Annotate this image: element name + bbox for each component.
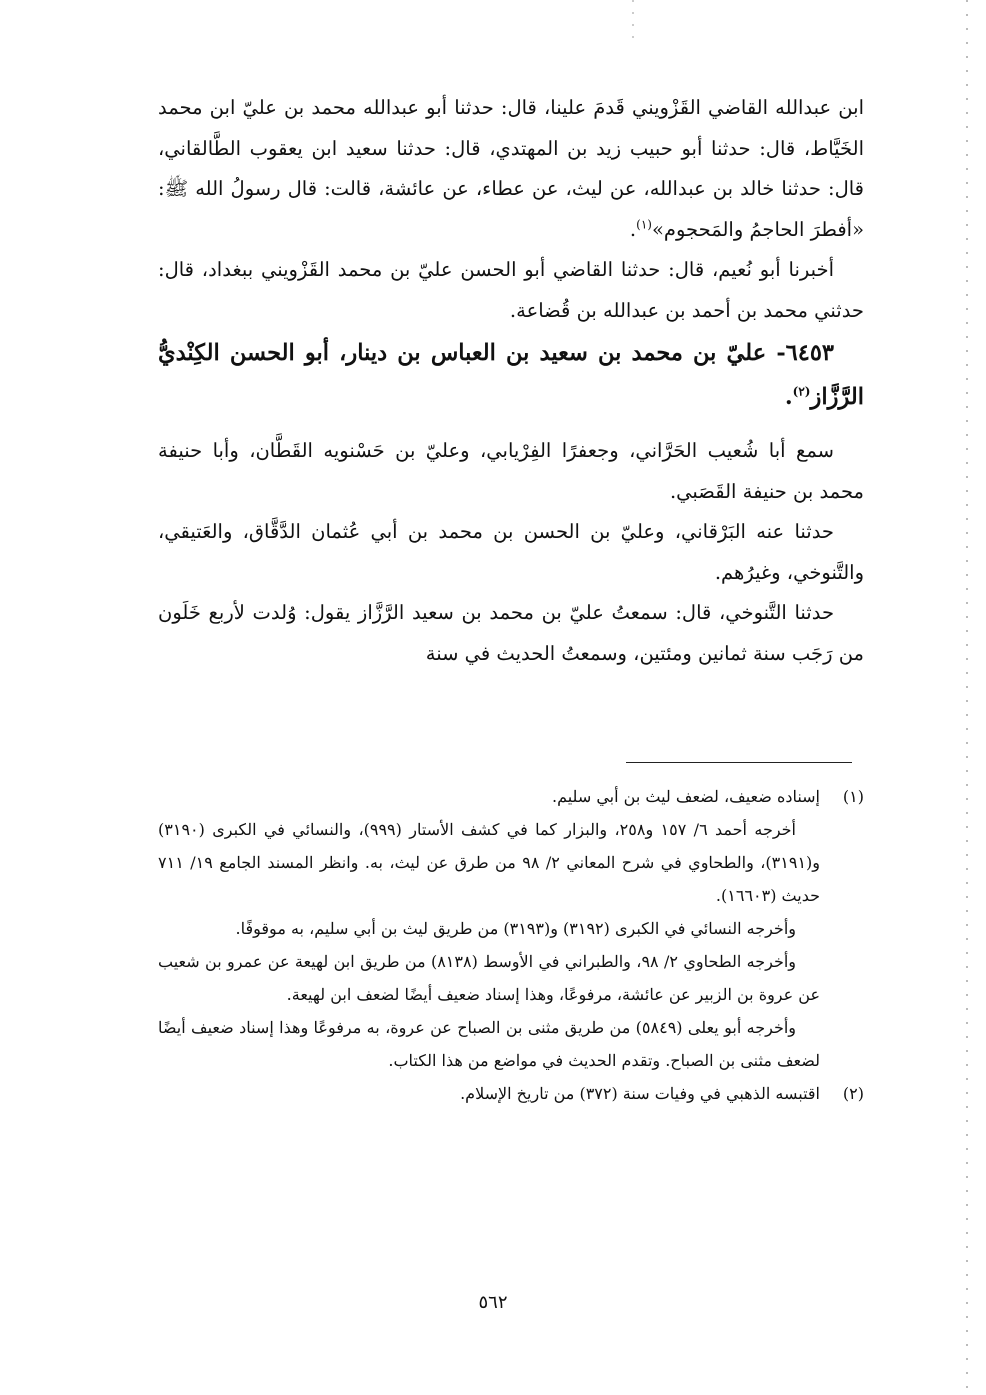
- main-text: [158, 88, 864, 674]
- footnote-line: إسناده ضعيف، لضعف ليث بن أبي سليم.: [551, 787, 820, 806]
- scan-edge-dots: [966, 0, 968, 1395]
- entry-name: - عليّ بن محمد بن سعيد بن العباس بن دينار، أبو الحسن الكِنْديُّ الرَّزَّاز: [158, 340, 864, 410]
- footnote-line: وأخرجه أبو يعلى (٥٨٤٩) من طريق مثنى بن الصباح عن عروة، به مرفوعًا وهذا إسناد ضعيف أيضًا لضعف مثنى بن الصباح. وتقدم الحديث في مواضع من هذا الكتاب.: [158, 1018, 820, 1070]
- footnote-line: أخرجه أحمد ٦/ ١٥٧ و٢٥٨، والبزار كما في كشف الأستار (٩٩٩)، والنسائي في الكبرى (٣١٩٠) و(٣١٩١)، والطحاوي في شرح المعاني ٢/ ٩٨ من طرق عن ليث، به. وانظر المسند الجامع ١٩/ ٧١١ حديث (١٦٦٠٣).: [158, 820, 820, 905]
- footnote-line: اقتبسه الذهبي في وفيات سنة (٣٧٢) من تاريخ الإسلام.: [460, 1084, 820, 1103]
- footnote-ref-1[interactable]: (١): [636, 217, 652, 231]
- footnote-line: وأخرجه الطحاوي ٢/ ٩٨، والطبراني في الأوسط (٨١٣٨) من طريق ابن لهيعة عن عمرو بن شعيب عن عروة بن الزبير عن عائشة، مرفوعًا، وهذا إسناد ضعيف أيضًا لضعف ابن لهيعة.: [158, 952, 820, 1004]
- footnote-label: (٢): [842, 1084, 864, 1103]
- page-number: ٥٦٢: [478, 1292, 508, 1313]
- footnote-separator: [626, 762, 852, 763]
- footnote-ref-2[interactable]: (٢): [792, 384, 811, 399]
- entry-number: ٦٤٥٣: [785, 340, 834, 366]
- footnote-1: [158, 780, 864, 1077]
- footnote-2: [158, 1077, 864, 1110]
- footnote-label: (١): [842, 787, 864, 806]
- paragraph-akhbarana: أخبرنا أبو نُعيم، قال: حدثنا القاضي أبو الحسن عليّ بن محمد القَزْويني ببغداد، قال: حدثني محمد بن أحمد بن عبدالله بن قُضاعة.: [158, 258, 864, 322]
- footnote-body: [158, 1077, 820, 1110]
- paragraph-teachers: سمع أبا شُعيب الحَرَّاني، وجعفرًا الفِرْيابي، وعليّ بن حَسْنويه القَطَّان، وأبا حنيفة محمد بن حنيفة القَصَبي.: [158, 439, 864, 503]
- paragraph-hadith-chain: ابن عبدالله القاضي القَزْويني قَدمَ علينا، قال: حدثنا أبو عبدالله محمد بن عليّ ابن محمد الخَيَّاط، قال: حدثنا أبو حبيب زيد بن المهتدي، قال: حدثنا سعيد ابن يعقوب الطَّالقاني، قال: حدثنا خالد بن عبدالله، عن ليث، عن عطاء، عن عائشة، قالت: قال رسولُ الله ﷺ: «أفطرَ الحاجمُ والمَحجوم»$^{(١)}$.: [158, 96, 864, 241]
- paragraph-students: حدثنا عنه البَرْقاني، وعليّ بن الحسن بن محمد بن أبي عُثمان الدَّقَّاق، والعَتيقي، والتَّنوخي، وغيرُهم.: [158, 520, 864, 584]
- footnotes: [158, 780, 864, 1110]
- biography-heading: ٦٤٥٣- عليّ بن محمد بن سعيد بن العباس بن دينار، أبو الحسن الكِنْديُّ الرَّزَّاز$^{(٢)}$.: [158, 340, 864, 410]
- paragraph-birth: حدثنا التَّنوخي، قال: سمعتُ عليّ بن محمد بن سعيد الرَّزَّاز يقول: وُلدت لأربع خَلَون من رَجَب سنة ثمانين ومئتين، وسمعتُ الحديث في سنة: [158, 601, 864, 665]
- footnote-line: وأخرجه النسائي في الكبرى (٣١٩٢) و(٣١٩٣) من طريق ليث بن أبي سليم، به موقوفًا.: [235, 919, 796, 938]
- scan-top-dots: [632, 0, 634, 40]
- footnote-body: [158, 780, 820, 1077]
